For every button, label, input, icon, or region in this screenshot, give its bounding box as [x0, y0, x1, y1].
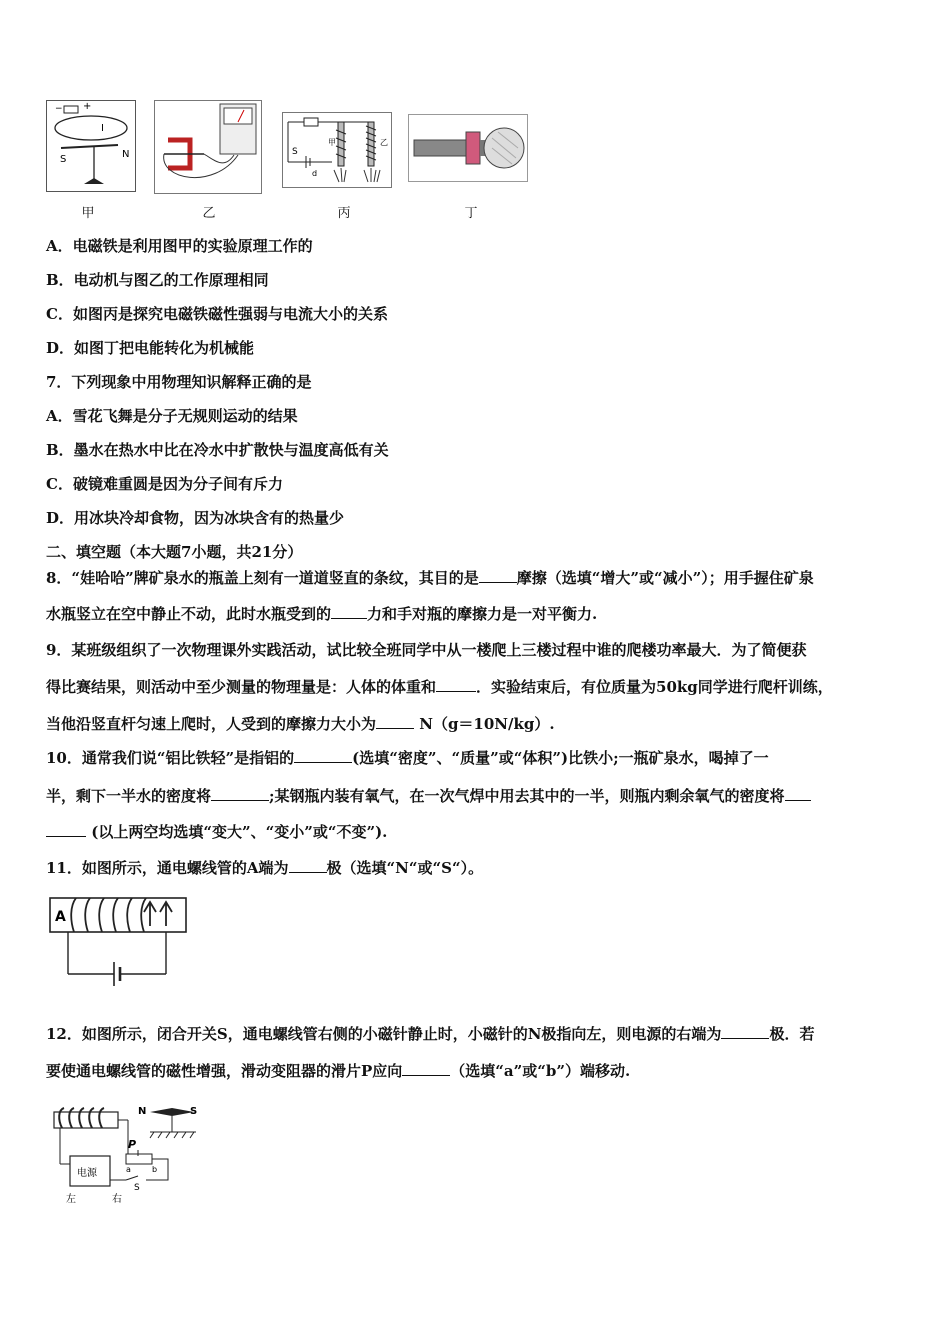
q7-option-d: D．用冰块冷却食物，因为冰块含有的热量少 — [46, 509, 345, 527]
q10-line3: (以上两空均选填“变大”、“变小”或“不变”). — [46, 822, 387, 842]
caption-ding: 丁 — [464, 206, 478, 221]
q12-line1: 12．如图所示，闭合开关S，通电螺线管右侧的小磁针静止时，小磁针的N极指向左，则电源的右端为 极．若 — [46, 1025, 815, 1043]
q6-option-d: D．如图丁把电能转化为机械能 — [46, 339, 255, 357]
q11-line: 11．如图所示，通电螺线管的A端为 极（选填“N“或“S“）。 — [46, 859, 484, 877]
q9-blank-2[interactable] — [376, 714, 414, 729]
svg-text:乙: 乙 — [380, 138, 388, 147]
svg-text:S: S — [190, 1106, 198, 1117]
svg-text:P: P — [128, 1138, 137, 1151]
q9-line1: 9．某班级组织了一次物理课外实践活动，试比较全班同学中从一楼爬上三楼过程中谁的爬楼功率最大．为了简便获 — [46, 641, 807, 659]
svg-text:左: 左 — [66, 1194, 76, 1205]
svg-text:N: N — [138, 1106, 147, 1117]
q10-blank-3b[interactable] — [46, 822, 86, 837]
figure-bing — [282, 112, 392, 188]
figure-jia — [46, 100, 136, 192]
q7-option-b: B．墨水在热水中比在冷水中扩散快与温度高低有关 — [46, 441, 389, 459]
q7-stem: 7．下列现象中用物理知识解释正确的是 — [46, 373, 312, 391]
caption-jia: 甲 — [81, 206, 95, 221]
figure-ding — [408, 114, 528, 182]
svg-text:a: a — [126, 1165, 131, 1174]
figure-yi — [154, 100, 262, 194]
q10-line2: 半，剩下一半水的密度将 ;某钢瓶内装有氧气，在一次气焊中用去其中的一半，则瓶内剩余氧气的密度将 — [46, 786, 811, 806]
caption-bing: 丙 — [337, 206, 351, 221]
q9-line2: 得比赛结果，则活动中至少测量的物理量是：人体的体重和 ．实验结束后，有位质量为50kg同学进行爬杆训练， — [46, 678, 833, 696]
q6-option-a: A．电磁铁是利用图甲的实验原理工作的 — [46, 237, 313, 255]
q11-blank[interactable] — [289, 858, 327, 873]
q8-line1: 8．“娃哈哈”牌矿泉水的瓶盖上刻有一道道竖直的条纹，其目的是 摩擦（选填“增大”或“减小”）；用手握住矿泉 — [46, 569, 814, 587]
svg-text:−: − — [55, 104, 63, 114]
svg-text:d: d — [312, 169, 318, 178]
svg-text:A: A — [55, 909, 66, 925]
q9-line3: 当他沿竖直杆匀速上爬时，人受到的摩擦力大小为 N（g＝10N/kg）. — [46, 715, 555, 733]
caption-yi: 乙 — [202, 206, 216, 221]
q6-option-c: C．如图丙是探究电磁铁磁性强弱与电流大小的关系 — [46, 305, 388, 323]
svg-text:电源: 电源 — [77, 1168, 97, 1179]
svg-text:S: S — [60, 154, 67, 165]
q8-line2: 水瓶竖立在空中静止不动，此时水瓶受到的 力和手对瓶的摩擦力是一对平衡力. — [46, 605, 598, 623]
q6-option-b: B．电动机与图乙的工作原理相同 — [46, 271, 269, 289]
q9-blank-1[interactable] — [436, 677, 476, 692]
q10-blank-1[interactable] — [294, 748, 352, 763]
q7-option-c: C．破镜难重圆是因为分子间有斥力 — [46, 475, 283, 493]
svg-text:b: b — [152, 1165, 158, 1174]
svg-text:右: 右 — [112, 1194, 122, 1205]
svg-text:I: I — [101, 123, 104, 134]
q10-blank-2[interactable] — [211, 786, 269, 801]
q12-blank-2[interactable] — [402, 1061, 450, 1076]
svg-text:S: S — [134, 1183, 140, 1193]
q8-blank-1[interactable] — [479, 568, 517, 583]
svg-text:甲: 甲 — [328, 138, 336, 147]
q10-blank-3a[interactable] — [785, 786, 811, 801]
q12-circuit-figure — [46, 1096, 206, 1208]
q8-blank-2[interactable] — [331, 604, 367, 619]
q11-solenoid-figure — [48, 892, 190, 988]
q12-blank-1[interactable] — [721, 1024, 769, 1039]
svg-text:+: + — [83, 101, 92, 112]
svg-text:S: S — [292, 147, 298, 157]
section-heading: 二、填空题（本大题7小题，共21分） — [46, 543, 303, 561]
q7-option-a: A．雪花飞舞是分子无规则运动的结果 — [46, 407, 298, 425]
svg-text:N: N — [122, 149, 130, 160]
q10-line1: 10．通常我们说“铝比铁轻”是指铝的 (选填“密度”、“质量”或“体积”)比铁小;一瓶矿泉水，喝掉了一 — [46, 749, 769, 767]
q12-line2: 要使通电螺线管的磁性增强，滑动变阻器的滑片P应向 （选填“a”或“b”）端移动. — [46, 1062, 631, 1080]
